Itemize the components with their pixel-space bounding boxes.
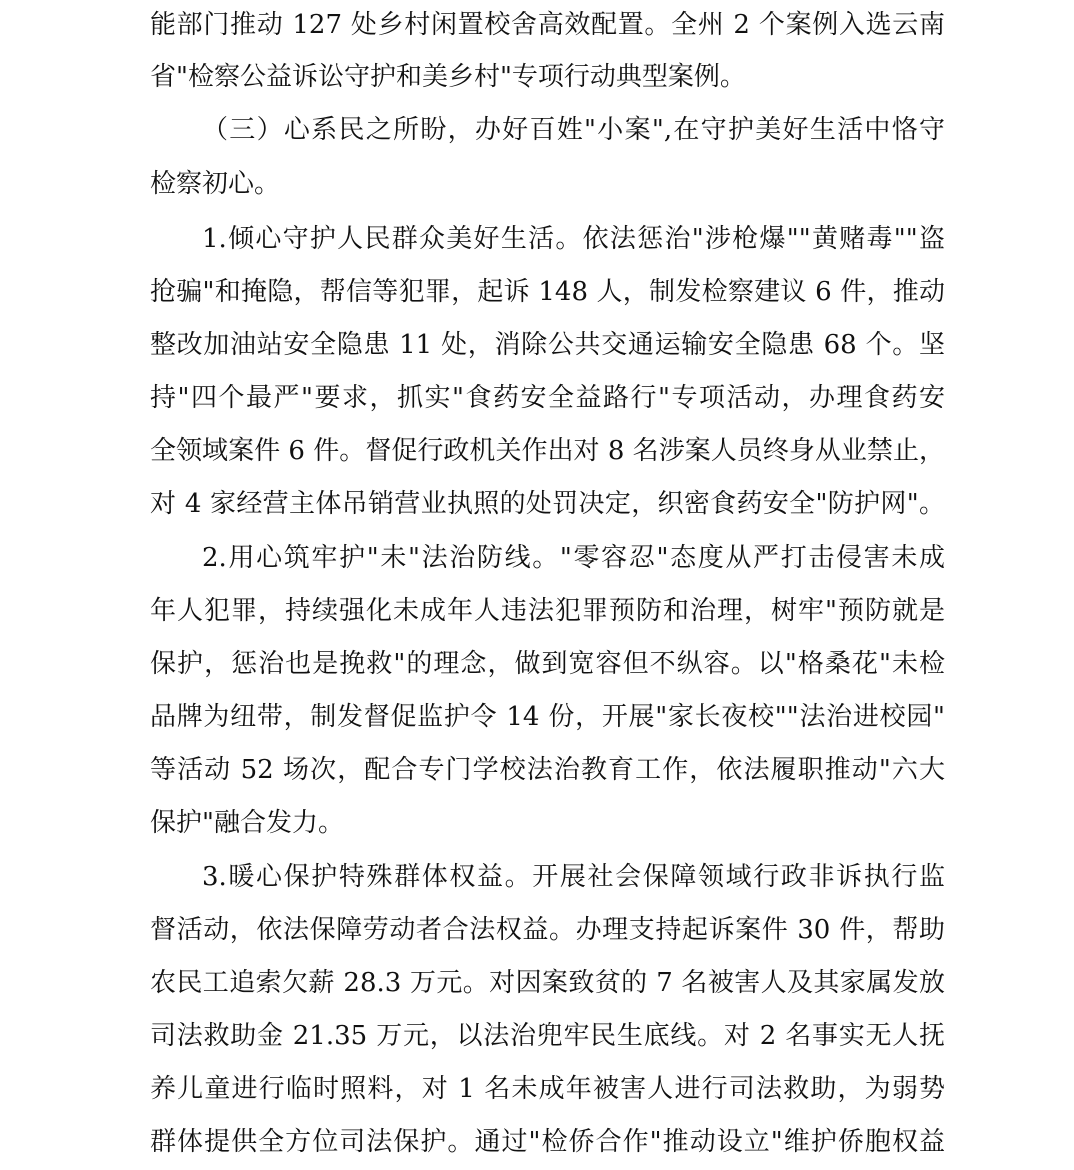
text-line: 全领域案件 6 件。督促行政机关作出对 8 名涉案人员终身从业禁止， xyxy=(150,436,945,466)
text-line: 保护"融合发力。 xyxy=(150,808,344,838)
text-line: 司法救助金 21.35 万元，以法治兜牢民生底线。对 2 名事实无人抚 xyxy=(150,1021,945,1051)
section-heading-line: （三）心系民之所盼，办好百姓"小案",在守护美好生活中恪守 xyxy=(202,115,945,145)
text-line: 整改加油站安全隐患 11 处，消除公共交通运输安全隐患 68 个。坚 xyxy=(150,330,945,360)
text-line: 3.暖心保护特殊群体权益。开展社会保障领域行政非诉执行监 xyxy=(202,862,945,892)
text-line: 抢骗"和掩隐，帮信等犯罪，起诉 148 人，制发检察建议 6 件，推动 xyxy=(150,277,945,307)
text-line: 持"四个最严"要求，抓实"食药安全益路行"专项活动，办理食药安 xyxy=(150,383,945,413)
text-line: 1.倾心守护人民群众美好生活。依法惩治"涉枪爆""黄赌毒""盗 xyxy=(202,224,945,254)
text-line: 能部门推动 127 处乡村闲置校舍高效配置。全州 2 个案例入选云南 xyxy=(150,10,945,40)
text-line: 保护，惩治也是挽救"的理念，做到宽容但不纵容。以"格桑花"未检 xyxy=(150,649,945,679)
text-line: 对 4 家经营主体吊销营业执照的处罚决定，织密食药安全"防护网"。 xyxy=(150,489,945,519)
text-line: 农民工追索欠薪 28.3 万元。对因案致贫的 7 名被害人及其家属发放 xyxy=(150,968,945,998)
text-line: 2.用心筑牢护"未"法治防线。"零容忍"态度从严打击侵害未成 xyxy=(202,543,945,573)
text-line: 省"检察公益诉讼守护和美乡村"专项行动典型案例。 xyxy=(150,62,746,92)
section-heading-line: 检察初心。 xyxy=(150,169,281,199)
text-line: 年人犯罪，持续强化未成年人违法犯罪预防和治理，树牢"预防就是 xyxy=(150,596,945,626)
text-line: 养儿童进行临时照料，对 1 名未成年被害人进行司法救助，为弱势 xyxy=(150,1074,945,1104)
text-line: 群体提供全方位司法保护。通过"检侨合作"推动设立"维护侨胞权益 xyxy=(150,1127,945,1157)
text-line: 督活动，依法保障劳动者合法权益。办理支持起诉案件 30 件，帮助 xyxy=(150,915,945,945)
text-line: 等活动 52 场次，配合专门学校法治教育工作，依法履职推动"六大 xyxy=(150,755,945,785)
text-line: 品牌为纽带，制发督促监护令 14 份，开展"家长夜校""法治进校园" xyxy=(150,702,945,732)
